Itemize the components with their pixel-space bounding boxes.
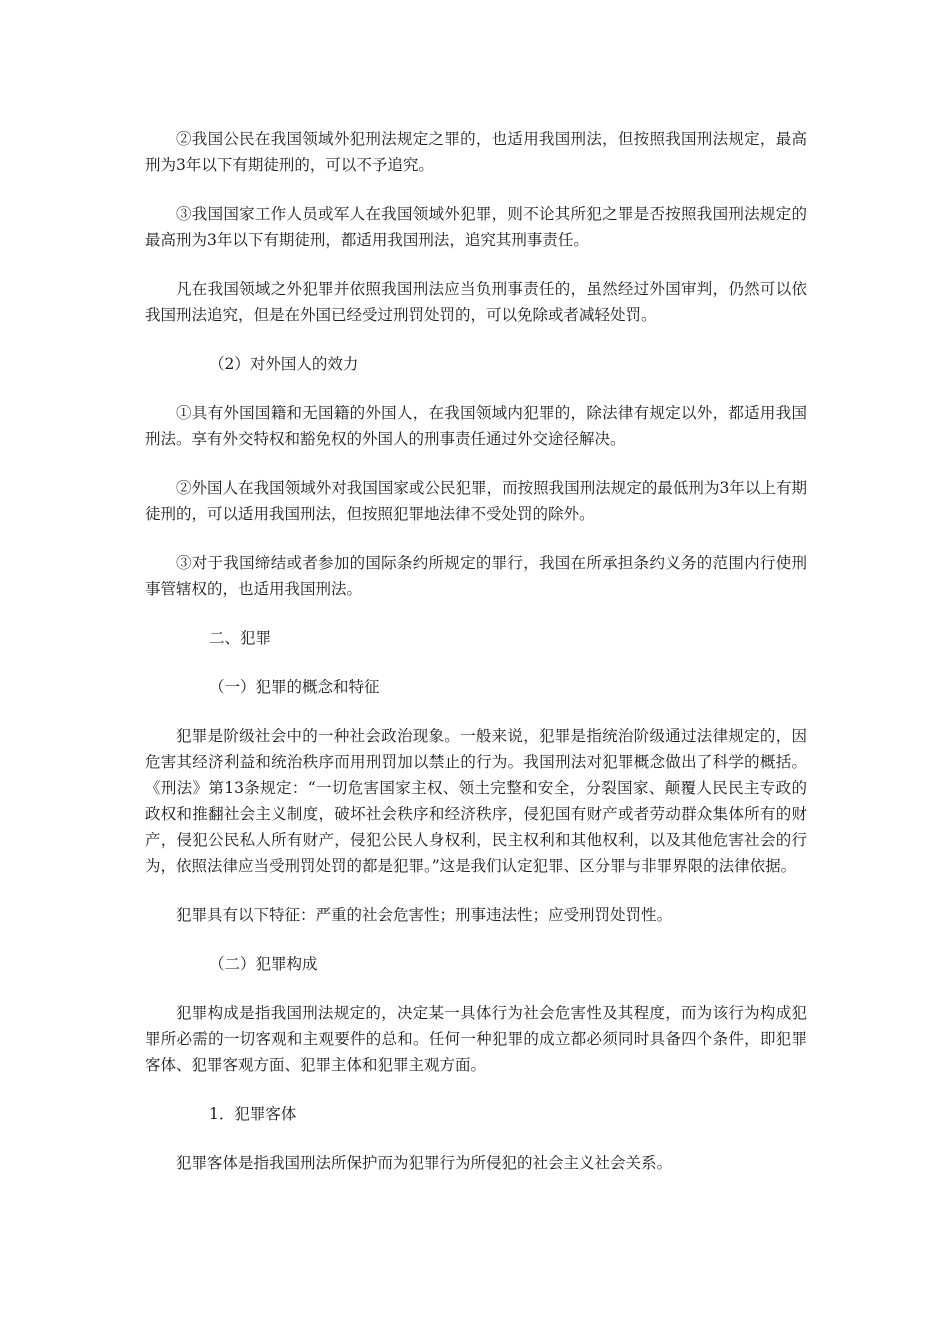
paragraph: 犯罪客体是指我国刑法所保护而为犯罪行为所侵犯的社会主义社会关系。 bbox=[176, 1154, 673, 1172]
subsection-heading: （二）犯罪构成 bbox=[209, 955, 318, 973]
paragraph: 犯罪是阶级社会中的一种社会政治现象。一般来说，犯罪是指统治阶级通过法律规定的，因危害其经济利益和统治秩序而用刑罚加以禁止的行为。我国刑法对犯罪概念做出了科学的概括。《刑法》第13条规定：“一切危害国家主权、领土完整和安全，分裂国家、颠覆人民民主专政的政权和推翻社会主义制度，破坏社会秩序和经济秩序，侵犯国有财产或者劳动群众集体所有的财产，侵犯公民私人所有财产，侵犯公民人身权利，民主权利和其他权利，以及其他危害社会的行为，依照法律应当受刑罚处罚的都是犯罪。”这是我们认定犯罪、区分罪与非罪界限的法律依据。 bbox=[145, 727, 807, 875]
subsection-heading: （一）犯罪的概念和特征 bbox=[209, 678, 380, 696]
paragraph: 犯罪具有以下特征：严重的社会危害性；刑事违法性；应受刑罚处罚性。 bbox=[176, 906, 673, 924]
paragraph: ①具有外国国籍和无国籍的外国人，在我国领域内犯罪的，除法律有规定以外，都适用我国刑法。享有外交特权和豁免权的外国人的刑事责任通过外交途径解决。 bbox=[145, 404, 807, 448]
paragraph: ②外国人在我国领域外对我国国家或公民犯罪，而按照我国刑法规定的最低刑为3年以上有期徒刑的，可以适用我国刑法，但按照犯罪地法律不受处罚的除外。 bbox=[145, 479, 807, 523]
item-heading: 1．犯罪客体 bbox=[209, 1105, 297, 1123]
section-heading: 二、犯罪 bbox=[209, 629, 272, 647]
paragraph: 犯罪构成是指我国刑法规定的，决定某一具体行为社会危害性及其程度，而为该行为构成犯罪所必需的一切客观和主观要件的总和。任何一种犯罪的成立都必须同时具备四个条件，即犯罪客体、犯罪客观方面、犯罪主体和犯罪主观方面。 bbox=[145, 1004, 807, 1074]
paragraph: ③我国国家工作人员或军人在我国领域外犯罪，则不论其所犯之罪是否按照我国刑法规定的最高刑为3年以下有期徒刑，都适用我国刑法，追究其刑事责任。 bbox=[145, 205, 807, 249]
paragraph: ③对于我国缔结或者参加的国际条约所规定的罪行，我国在所承担条约义务的范围内行使刑事管辖权的，也适用我国刑法。 bbox=[145, 554, 807, 598]
paragraph: 凡在我国领域之外犯罪并依照我国刑法应当负刑事责任的，虽然经过外国审判，仍然可以依我国刑法追究，但是在外国已经受过刑罚处罚的，可以免除或者减轻处罚。 bbox=[145, 280, 807, 324]
subsection-heading: （2）对外国人的效力 bbox=[209, 355, 359, 373]
paragraph: ②我国公民在我国领域外犯刑法规定之罪的，也适用我国刑法，但按照我国刑法规定，最高刑为3年以下有期徒刑的，可以不予追究。 bbox=[145, 130, 807, 174]
document-body bbox=[145, 126, 807, 1199]
